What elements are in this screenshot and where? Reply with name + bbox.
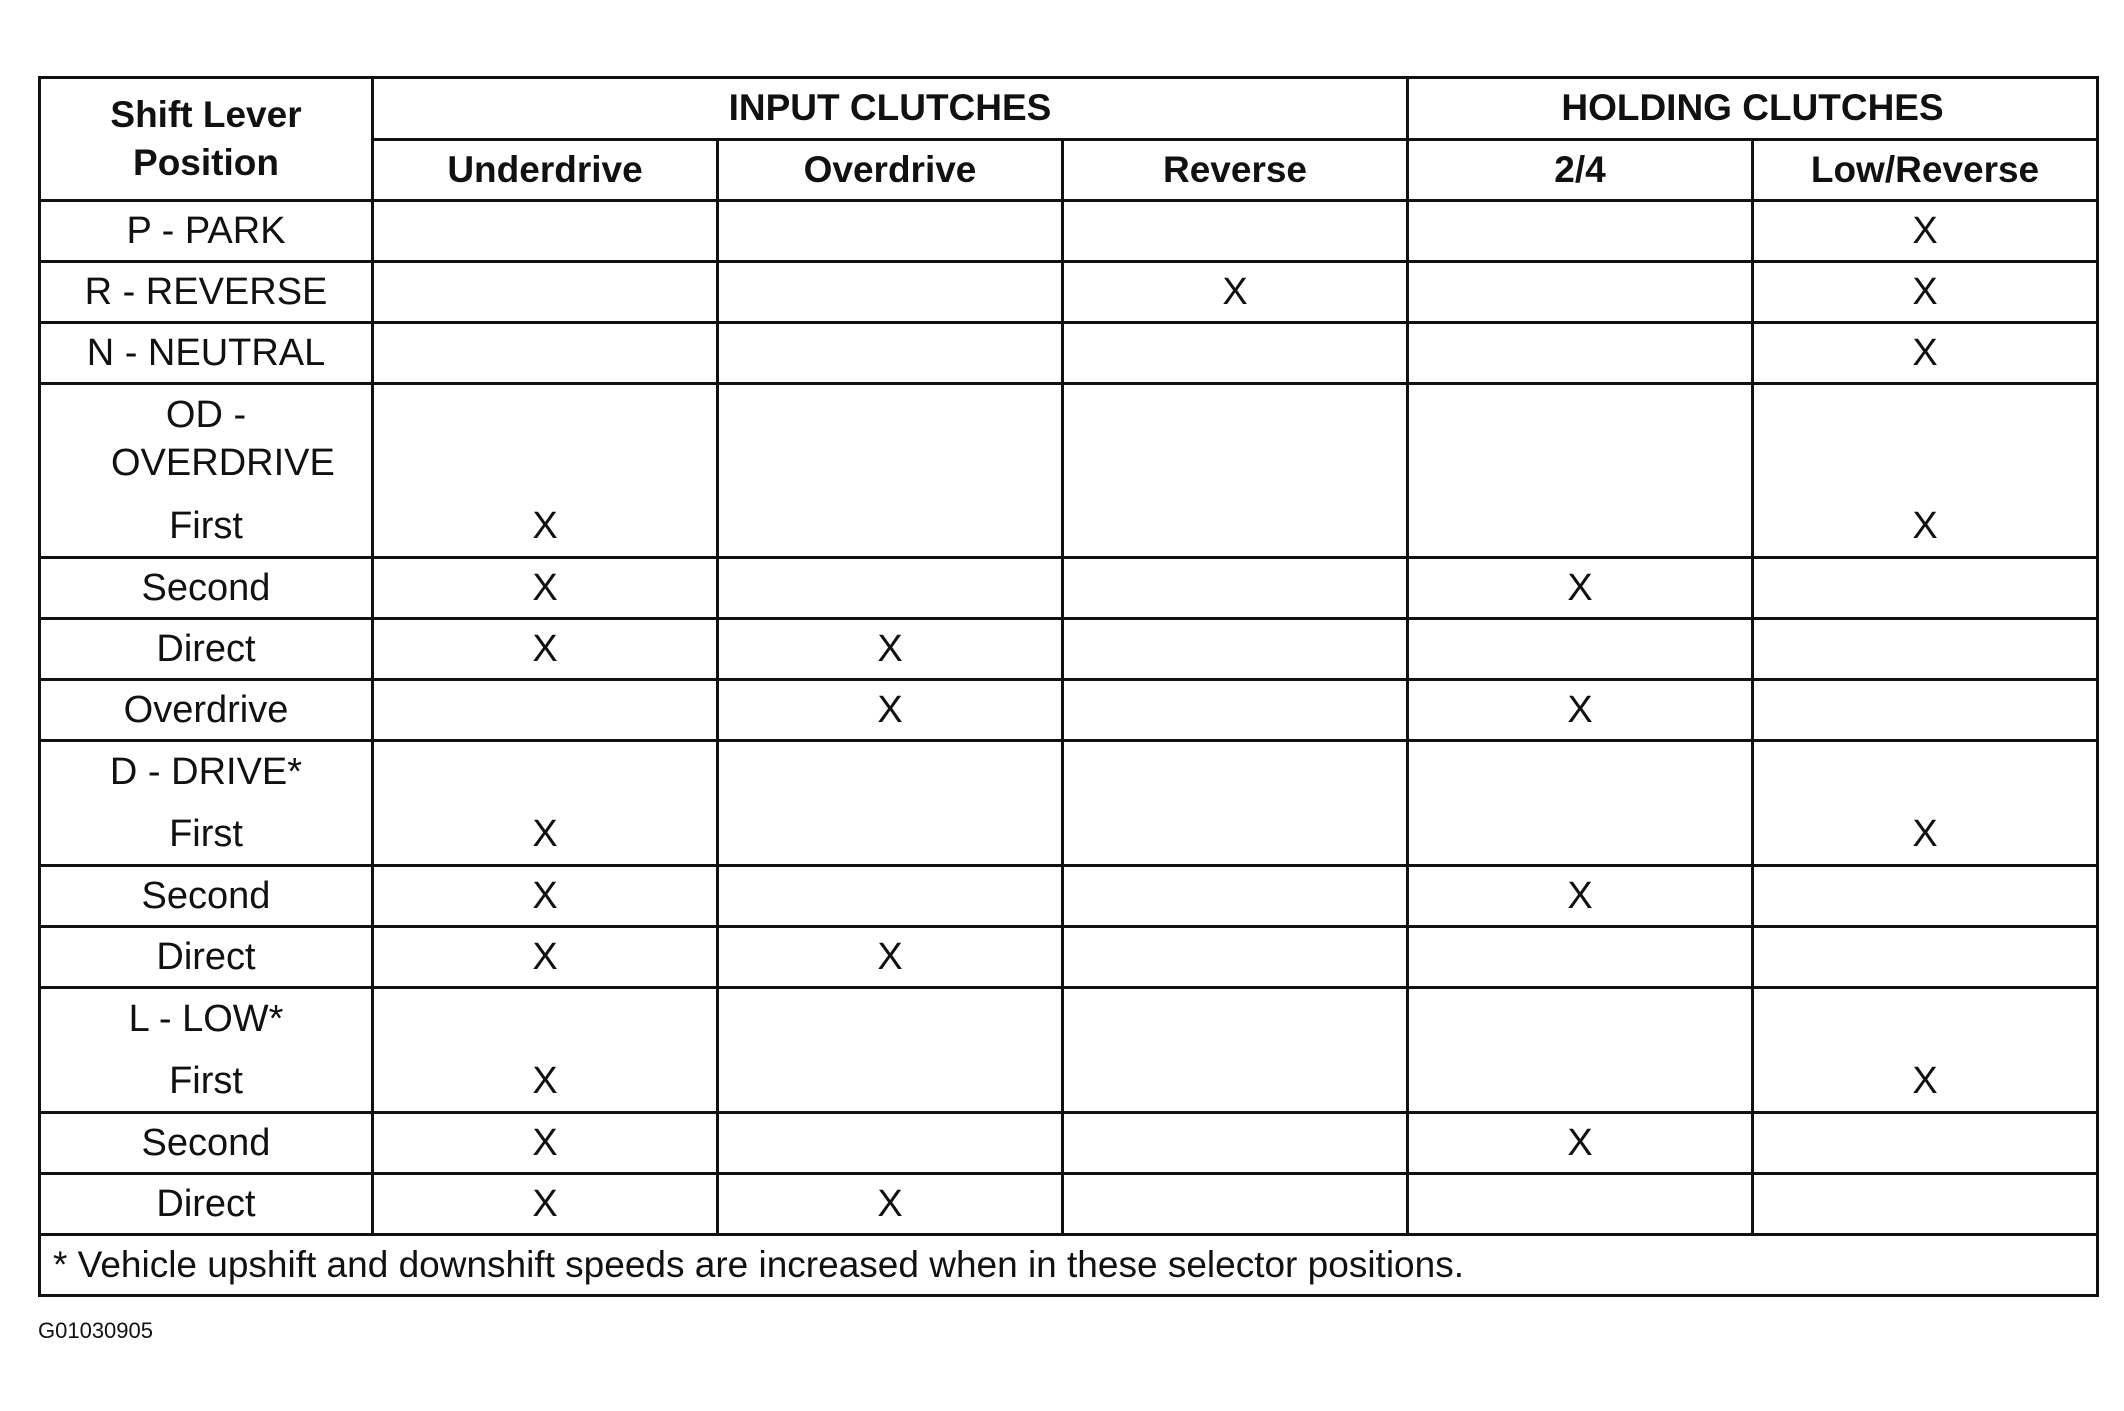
- table-row: [40, 1174, 2098, 1235]
- clutch-mark: X: [532, 1060, 558, 1102]
- clutch-mark-cell: [718, 384, 1063, 558]
- clutch-mark-cell: X: [373, 1113, 718, 1174]
- shift-position-cell: Second: [40, 866, 373, 927]
- clutch-mark-cell: [1408, 988, 1753, 1113]
- clutch-mark-cell: X: [1063, 262, 1408, 323]
- clutch-mark-cell: [1408, 262, 1753, 323]
- clutch-mark-cell: [1063, 1174, 1408, 1235]
- clutch-mark-cell: [1408, 927, 1753, 988]
- footnote: * Vehicle upshift and downshift speeds are increased when in these selector positions.: [40, 1235, 2098, 1296]
- clutch-mark-cell: [373, 988, 718, 1113]
- holding-clutches-header: HOLDING CLUTCHES: [1408, 78, 2098, 140]
- clutch-mark-cell: [1753, 1174, 2098, 1235]
- clutch-mark-cell: [1063, 1113, 1408, 1174]
- clutch-mark-cell: [373, 680, 718, 741]
- position-group-label: OD - OVERDRIVE: [111, 394, 335, 484]
- clutch-mark-cell: [1063, 988, 1408, 1113]
- clutch-mark: X: [532, 505, 558, 547]
- shift-position-cell: R - REVERSE: [40, 262, 373, 323]
- table-row: [40, 741, 2098, 866]
- clutch-mark-cell: [1408, 384, 1753, 558]
- clutch-mark-cell: [718, 262, 1063, 323]
- clutch-mark: X: [1912, 1060, 1938, 1102]
- clutch-mark-cell: [1063, 866, 1408, 927]
- clutch-mark-cell: [718, 741, 1063, 866]
- clutch-mark-cell: X: [373, 558, 718, 619]
- clutch-mark-cell: [1408, 1174, 1753, 1235]
- clutch-mark-cell: X: [1753, 262, 2098, 323]
- table-row: [40, 201, 2098, 262]
- clutch-mark-cell: [1408, 619, 1753, 680]
- shift-position-cell: Direct: [40, 927, 373, 988]
- clutch-mark-cell: X: [718, 619, 1063, 680]
- underdrive-column-header: Underdrive: [373, 139, 718, 201]
- shift-position-cell: [40, 741, 373, 866]
- clutch-mark-cell: [1753, 866, 2098, 927]
- clutch-mark: X: [532, 813, 558, 855]
- shift-position-cell: [40, 384, 373, 558]
- clutch-mark-cell: X: [1408, 1113, 1753, 1174]
- clutch-mark-cell: [718, 558, 1063, 619]
- shift-position-cell: Overdrive: [40, 680, 373, 741]
- clutch-mark-cell: [1408, 741, 1753, 866]
- clutch-mark: X: [1912, 813, 1938, 855]
- clutch-mark-cell: X: [373, 927, 718, 988]
- reverse-column-header: Reverse: [1063, 139, 1408, 201]
- clutch-mark-cell: [1408, 323, 1753, 384]
- shift-lever-position-label: Shift Lever Position: [110, 94, 302, 183]
- table-row: [40, 619, 2098, 680]
- clutch-mark-cell: [373, 741, 718, 866]
- clutch-mark-cell: X: [1753, 323, 2098, 384]
- shift-position-cell: Direct: [40, 619, 373, 680]
- clutch-mark-cell: X: [373, 1174, 718, 1235]
- shift-position-cell: Second: [40, 1113, 373, 1174]
- clutch-mark-cell: [1063, 558, 1408, 619]
- clutch-mark-cell: [718, 323, 1063, 384]
- table-row: [40, 680, 2098, 741]
- shift-position-cell: N - NEUTRAL: [40, 323, 373, 384]
- clutch-mark-cell: [1063, 680, 1408, 741]
- shift-lever-position-header: [40, 78, 373, 201]
- clutch-mark-cell: [1753, 680, 2098, 741]
- clutch-mark-cell: X: [1753, 201, 2098, 262]
- clutch-mark-cell: [373, 323, 718, 384]
- clutch-mark-cell: [1408, 201, 1753, 262]
- clutch-mark-cell: X: [1408, 680, 1753, 741]
- clutch-mark-cell: [718, 1113, 1063, 1174]
- clutch-application-table: [38, 76, 2099, 1297]
- position-group-label: L - LOW*: [128, 998, 284, 1040]
- clutch-mark-cell: [373, 201, 718, 262]
- clutch-mark-cell: [1063, 323, 1408, 384]
- clutch-mark-cell: [1063, 201, 1408, 262]
- clutch-mark-cell: [1753, 741, 2098, 866]
- shift-position-cell: Second: [40, 558, 373, 619]
- table-row: [40, 384, 2098, 558]
- low-reverse-column-header: Low/Reverse: [1753, 139, 2098, 201]
- clutch-mark-cell: [1753, 619, 2098, 680]
- clutch-mark-cell: [1063, 619, 1408, 680]
- clutch-mark-cell: [718, 988, 1063, 1113]
- clutch-mark-cell: [1753, 927, 2098, 988]
- table-body: [40, 201, 2098, 1235]
- clutch-mark-cell: X: [373, 619, 718, 680]
- clutch-mark-cell: X: [718, 927, 1063, 988]
- clutch-mark: X: [1912, 505, 1938, 547]
- gear-label: First: [169, 505, 243, 547]
- clutch-mark-cell: [1063, 927, 1408, 988]
- clutch-mark-cell: [1753, 384, 2098, 558]
- clutch-mark-cell: [1753, 1113, 2098, 1174]
- table-row: [40, 1113, 2098, 1174]
- table-row: [40, 262, 2098, 323]
- table-row: [40, 866, 2098, 927]
- table-row: [40, 927, 2098, 988]
- figure-id: G01030905: [38, 1318, 153, 1343]
- clutch-mark-cell: X: [1408, 866, 1753, 927]
- table-row: [40, 988, 2098, 1113]
- clutch-mark-cell: X: [718, 680, 1063, 741]
- two-four-column-header: 2/4: [1408, 139, 1753, 201]
- clutch-mark-cell: X: [718, 1174, 1063, 1235]
- overdrive-column-header: Overdrive: [718, 139, 1063, 201]
- shift-position-cell: Direct: [40, 1174, 373, 1235]
- gear-label: First: [169, 813, 243, 855]
- clutch-mark-cell: [1753, 988, 2098, 1113]
- table-row: [40, 323, 2098, 384]
- clutch-mark-cell: X: [373, 866, 718, 927]
- clutch-mark-cell: X: [1408, 558, 1753, 619]
- clutch-mark-cell: [718, 201, 1063, 262]
- clutch-mark-cell: [373, 262, 718, 323]
- position-group-label: D - DRIVE*: [109, 751, 303, 793]
- table-row: [40, 558, 2098, 619]
- gear-label: First: [169, 1060, 243, 1102]
- clutch-mark-cell: [1753, 558, 2098, 619]
- clutch-mark-cell: [373, 384, 718, 558]
- clutch-mark-cell: [1063, 384, 1408, 558]
- shift-position-cell: [40, 988, 373, 1113]
- clutch-mark-cell: [1063, 741, 1408, 866]
- input-clutches-header: INPUT CLUTCHES: [373, 78, 1408, 140]
- shift-position-cell: P - PARK: [40, 201, 373, 262]
- clutch-mark-cell: [718, 866, 1063, 927]
